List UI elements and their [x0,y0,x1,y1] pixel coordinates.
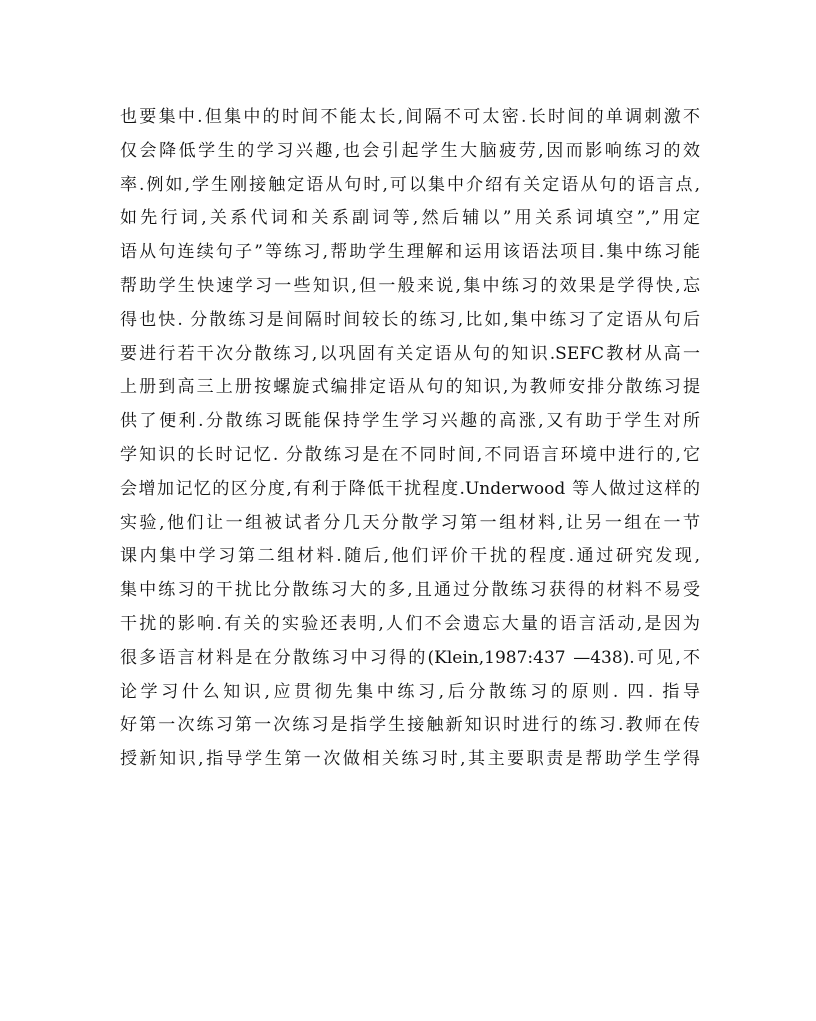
text-line: 仅会降低学生的学习兴趣,也会引起学生大脑疲劳,因而影响练习的效 [120,140,700,161]
text-line: 上册到高三上册按螺旋式编排定语从句的知识,为教师安排分散练习提 [120,377,700,398]
text-line: 实验,他们让一组被试者分几天分散学习第一组材料,让另一组在一节 [120,512,700,533]
text-line: 语从句连续句子”等练习,帮助学生理解和运用该语法项目.集中练习能 [120,242,700,263]
text-line: 如先行词,关系代词和关系副词等,然后辅以”用关系词填空”,”用定 [120,208,700,229]
text-line: 率.例如,学生刚接触定语从句时,可以集中介绍有关定语从句的语言点, [120,174,700,195]
text-line: 课内集中学习第二组材料.随后,他们评价干扰的程度.通过研究发现, [120,546,700,567]
text-line: 会增加记忆的区分度,有利于降低干扰程度.Underwood 等人做过这样的 [120,478,700,499]
text-line: 很多语言材料是在分散练习中习得的(Klein,1987:437 —438).可见,不 [120,647,700,668]
text-line: 供了便利.分散练习既能保持学生学习兴趣的高涨,又有助于学生对所 [120,411,700,432]
text-line: 论学习什么知识,应贯彻先集中练习,后分散练习的原则. 四. 指导 [120,681,700,702]
text-line: 要进行若干次分散练习,以巩固有关定语从句的知识.SEFC教材从高一 [120,343,700,364]
text-line: 好第一次练习第一次练习是指学生接触新知识时进行的练习.教师在传 [120,715,700,736]
text-line: 干扰的影响.有关的实验还表明,人们不会遗忘大量的语言活动,是因为 [120,613,700,634]
text-line: 也要集中.但集中的时间不能太长,间隔不可太密.长时间的单调刺激不 [120,107,700,127]
text-line: 授新知识,指导学生第一次做相关练习时,其主要职责是帮助学生学得 [120,749,700,770]
text-line: 帮助学生快速学习一些知识,但一般来说,集中练习的效果是学得快,忘 [120,275,700,296]
text-line: 集中练习的干扰比分散练习大的多,且通过分散练习获得的材料不易受 [120,580,700,601]
body-text [120,101,700,777]
text-line: 学知识的长时记忆. 分散练习是在不同时间,不同语言环境中进行的,它 [120,444,700,465]
text-line: 得也快. 分散练习是间隔时间较长的练习,比如,集中练习了定语从句后 [120,309,700,330]
